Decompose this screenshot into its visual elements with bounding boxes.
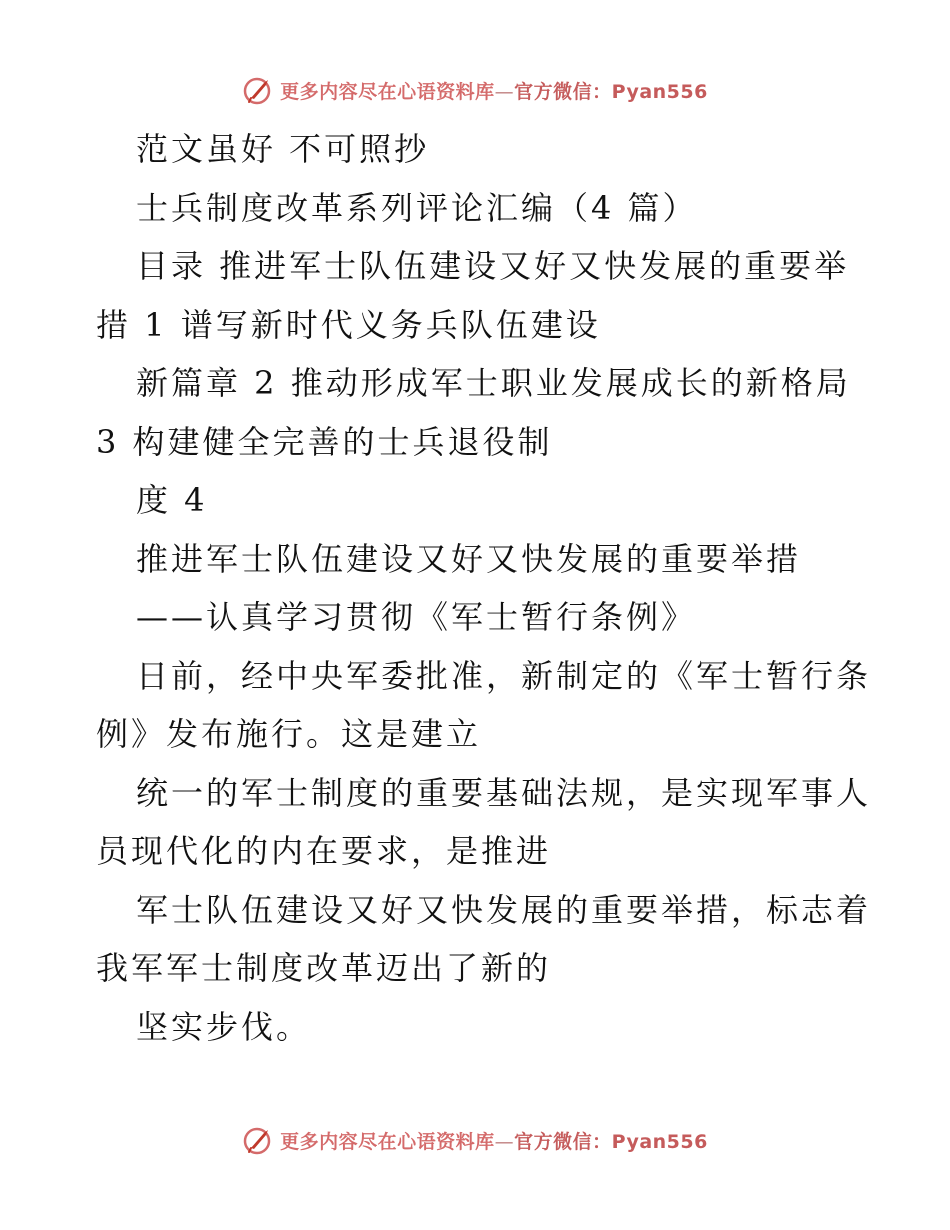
quill-pen-icon: [242, 1124, 274, 1156]
watermark-text: 更多内容尽在心语资料库—官方微信：Pyan556: [280, 80, 708, 103]
text-line: 军士队伍建设又好又快发展的重要举措，标志着: [136, 890, 872, 929]
text-line: 目录 推进军士队伍建设又好又快发展的重要举: [136, 247, 850, 285]
text-line: 日前，经中央军委批准，新制定的《军士暂行条: [136, 656, 872, 695]
quill-pen-icon: [242, 74, 274, 106]
footer-watermark: [0, 1120, 950, 1160]
text-line: 我军军士制度改革迈出了新的: [96, 949, 552, 987]
text-line: 措 1 谱写新时代义务兵队伍建设: [96, 305, 601, 344]
text-line: ——认真学习贯彻《军士暂行条例》: [136, 598, 697, 636]
header-watermark: [0, 70, 950, 110]
text-line: 士兵制度改革系列评论汇编（4 篇）: [136, 188, 698, 227]
text-line: 新篇章 2 推动形成军士职业发展成长的新格局: [136, 364, 851, 402]
text-line: 范文虽好 不可照抄: [136, 130, 430, 168]
text-line: 统一的军士制度的重要基础法规，是实现军事人: [136, 773, 872, 812]
text-line: 3 构建健全完善的士兵退役制: [96, 422, 553, 461]
text-line: 推进军士队伍建设又好又快发展的重要举措: [136, 539, 802, 578]
text-line: 坚实步伐。: [136, 1007, 312, 1046]
text-line: 员现代化的内在要求，是推进: [96, 832, 552, 870]
document-body: [96, 120, 872, 1056]
text-line: 度 4: [136, 481, 208, 519]
text-line: 例》发布施行。这是建立: [96, 715, 482, 753]
watermark-text: 更多内容尽在心语资料库—官方微信：Pyan556: [280, 1130, 708, 1153]
